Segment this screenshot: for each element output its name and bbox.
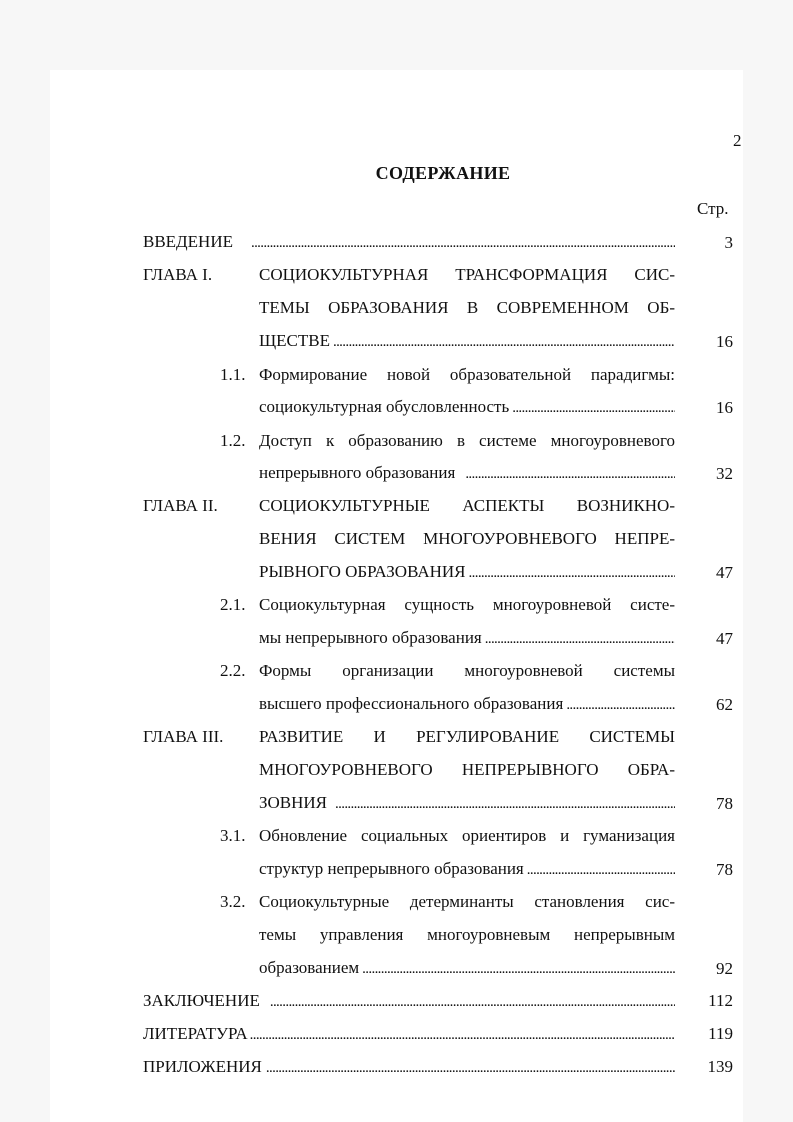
- toc-entry-label: ПРИЛОЖЕНИЯ: [143, 1057, 262, 1076]
- toc-leader: [527, 856, 675, 883]
- page-number: 2: [733, 131, 742, 150]
- chapter-label: ГЛАВА II.: [143, 496, 218, 515]
- chapter-title-line: РЫВНОГО ОБРАЗОВАНИЯ: [259, 562, 466, 581]
- toc-entry-page: 119: [708, 1024, 733, 1043]
- section-title-line: структур непрерывного образования: [259, 859, 524, 878]
- toc-entry-label: ЛИТЕРАТУРА: [143, 1024, 248, 1043]
- section-title-line: Формы организации многоуровневой системы: [259, 661, 675, 680]
- toc-leader: [512, 394, 675, 421]
- chapter-title-line: ЗОВНИЯ: [259, 793, 328, 812]
- toc-entry-page: 47: [716, 563, 733, 582]
- toc-entry-conclusion: [143, 988, 675, 1014]
- toc-leader: [485, 625, 675, 652]
- toc-entry-appendix: [143, 1054, 675, 1080]
- section-title-line: высшего профессионального образования: [259, 694, 564, 713]
- chapter-title-line: СОЦИОКУЛЬТУРНЫЕ АСПЕКТЫ ВОЗНИКНО-: [259, 496, 675, 515]
- section-title-last-line: [259, 625, 675, 651]
- toc-leader: [250, 1021, 675, 1048]
- scan-margin-top: [0, 0, 793, 70]
- chapter-title-last-line: [259, 559, 675, 585]
- toc-entry-page: 78: [716, 860, 733, 879]
- section-title-line: Формирование новой образовательной парадигмы:: [259, 365, 675, 384]
- toc-entry-page: 78: [716, 794, 733, 813]
- toc-leader: [251, 229, 675, 256]
- toc-entry-label: ЗАКЛЮЧЕНИЕ: [143, 991, 260, 1010]
- toc-entry-page: 92: [716, 959, 733, 978]
- toc-leader: [333, 328, 675, 355]
- section-title-last-line: [259, 691, 675, 717]
- section-title-last-line: [259, 955, 675, 981]
- toc-entry-page: 112: [708, 991, 733, 1010]
- chapter-title-line: ВЕНИЯ СИСТЕМ МНОГОУРОВНЕВОГО НЕПРЕ-: [259, 529, 675, 548]
- chapter-title-line: ТЕМЫ ОБРАЗОВАНИЯ В СОВРЕМЕННОМ ОБ-: [259, 298, 675, 317]
- section-title-last-line: [259, 856, 675, 882]
- section-title-line: непрерывного образования: [259, 463, 456, 482]
- chapter-title-last-line: [259, 328, 675, 354]
- toc-leader: [566, 691, 675, 718]
- toc-leader: [465, 460, 675, 487]
- toc-entry-page: 16: [716, 398, 733, 417]
- section-number: 2.2.: [220, 661, 246, 680]
- chapter-label: ГЛАВА III.: [143, 727, 224, 746]
- toc-entry-page: 3: [724, 233, 733, 252]
- toc-entry-label: ВВЕДЕНИЕ: [143, 232, 233, 251]
- toc-leader: [266, 1054, 675, 1081]
- section-title-line: мы непрерывного образования: [259, 628, 482, 647]
- toc-entry-page: 16: [716, 332, 733, 351]
- section-number: 2.1.: [220, 595, 246, 614]
- section-title-line: темы управления многоуровневым непрерывным: [259, 925, 675, 944]
- toc-leader: [469, 559, 675, 586]
- section-title-line: Социокультурные детерминанты становления сис-: [259, 892, 675, 911]
- section-title-line: Обновление социальных ориентиров и гуманизация: [259, 826, 675, 845]
- chapter-title-line: РАЗВИТИЕ И РЕГУЛИРОВАНИЕ СИСТЕМЫ: [259, 727, 675, 746]
- toc-entry-literature: [143, 1021, 675, 1047]
- section-number: 3.1.: [220, 826, 246, 845]
- chapter-title-line: СОЦИОКУЛЬТУРНАЯ ТРАНСФОРМАЦИЯ СИС-: [259, 265, 675, 284]
- section-title-line: Социокультурная сущность многоуровневой систе-: [259, 595, 675, 614]
- toc-leader: [362, 955, 675, 982]
- toc-entry-page: 32: [716, 464, 733, 483]
- section-title-last-line: [259, 394, 675, 420]
- section-number: 3.2.: [220, 892, 246, 911]
- section-title-line: социокультурная обусловленность: [259, 397, 510, 416]
- chapter-label: ГЛАВА I.: [143, 265, 213, 284]
- page-column-header: Стр.: [697, 199, 729, 218]
- toc-leader: [335, 790, 675, 817]
- page-title: СОДЕРЖАНИЕ: [375, 163, 511, 183]
- chapter-title-last-line: [259, 790, 675, 816]
- toc-entry-page: 139: [707, 1057, 733, 1076]
- section-number: 1.1.: [220, 365, 246, 384]
- section-title-last-line: [259, 460, 675, 486]
- chapter-title-line: МНОГОУРОВНЕВОГО НЕПРЕРЫВНОГО ОБРА-: [259, 760, 675, 779]
- section-number: 1.2.: [220, 431, 246, 450]
- chapter-title-line: ЩЕСТВЕ: [259, 331, 330, 350]
- toc-entry-page: 47: [716, 629, 733, 648]
- section-title-line: образованием: [259, 958, 360, 977]
- toc-entry-intro: [143, 229, 675, 255]
- toc-leader: [270, 988, 675, 1015]
- toc-entry-page: 62: [716, 695, 733, 714]
- section-title-line: Доступ к образованию в системе многоуровневого: [259, 431, 675, 450]
